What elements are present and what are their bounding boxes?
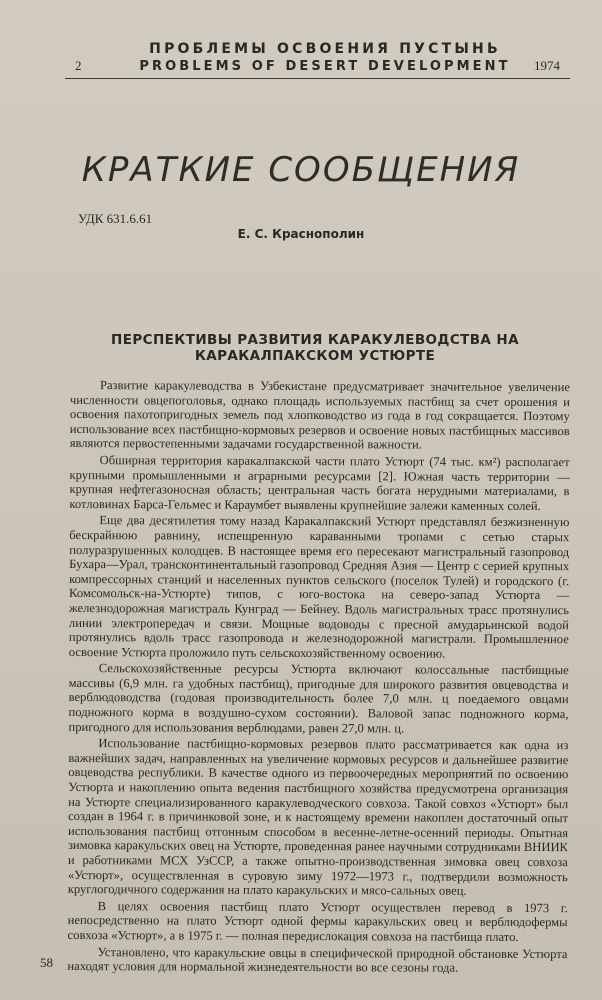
journal-title-ru: ПРОБЛЕМЫ ОСВОЕНИЯ ПУСТЫНЬ bbox=[149, 41, 501, 57]
paragraph: Установлено, что каракульские овцы в специфической природной обстановке Устюрта находят условия для нормальной жизнедеятельности во все сезоны года. bbox=[67, 944, 568, 975]
journal-header bbox=[55, 40, 570, 84]
udk-code: УДК 631.6.61 bbox=[78, 211, 153, 226]
paragraph: Использование пастбищно-кормовых резервов плато рассматривается как одна из важнейших задач, направленных на увеличение кормовых ресурсов и дальнейшее развитие овцеводства республики. В качестве одного из первоочередных мероприятий по освоению Устюрта и накоплению опыта ведения пастбищного хозяйства предусмотрена организация на Устюрте специализированного каракулеводческого совхоза. Такой совхоз «Устюрт» был создан в 1964 г. в причинковой зоне, и к настоящему времени накоплен достаточный опыт использования пастбищ отгонным способом в весенне-летне-осенний периоды. Опытная зимовка каракульских овец на Устюрте, проведенная ранее научными сотрудниками ВНИИК и работниками МСХ УзССР, а также опытно-производственная зимовка овец совхоза «Устюрт», осуществленная в суровую зиму 1972—1973 г., подтвердили возможность круглогодичного содержания на плато каракульских и мясо-сальных овец. bbox=[67, 736, 569, 898]
paragraph: Сельскохозяйственные ресурсы Устюрта включают колоссальные пастбищные массивы (6,9 млн. га удобных пастбищ), пригодные для широкого развития овцеводства и верблюдоводства (годовая производительность более 7,0 млн. ц поедаемого овцами подножного корма в воздушно-сухом состоянии). Валовой запас подножного корма, пригодного для использования верблюдами, равен 27,0 млн. ц. bbox=[68, 661, 569, 736]
author: Е. С. Краснополин bbox=[237, 227, 365, 241]
section-title: КРАТКИЕ СООБЩЕНИЯ bbox=[81, 150, 521, 190]
paragraph: Еще два десятилетия тому назад Каракалпакский Устюрт представлял безжизненную бескрайнюю равнину, испещренную караванными тропами с сетью старых полуразрушенных колодцев. В настоящее время его пересекают магистральный газопровод Бухара—Урал, трансконтинентальный газопровод Средняя Азия — Центр с серией крупных компрессорных станций и населенных пунктов сельского (поселок Тулей) и городского (г. Комсомольск-на-Устюрте) типов, с юго-востока на северо-запад Устюрта — железнодорожная магистраль Кунград — Бейнеу. Вдоль магистральных трасс протянулись линии электропередач и связи. Мощные водоводы с пресной амударьинской водой протянулись вдоль трасс газопровода и железнодорожной магистрали. Промышленное освоение Устюрта проложило путь сельскохозяйственному освоению. bbox=[68, 513, 570, 661]
paragraph: В целях освоения пастбищ плато Устюрт осуществлен перевод в 1973 г. непосредственно на плато Устюрт одной фермы каракульских овец и верблюдофермы совхоза «Устюрт», а в 1975 г. — полная передислокация совхоза на пастбища плато. bbox=[67, 898, 568, 944]
article-title: ПЕРСПЕКТИВЫ РАЗВИТИЯ КАРАКУЛЕВОДСТВА НА КАРАКАЛПАКСКОМ УСТЮРТЕ bbox=[111, 332, 519, 364]
article-body bbox=[67, 378, 570, 978]
footer-page-number: 58 bbox=[40, 955, 53, 970]
journal-title-en: PROBLEMS OF DESERT DEVELOPMENT bbox=[139, 59, 511, 74]
header-rule bbox=[65, 78, 570, 79]
header-page-number: 2 bbox=[75, 58, 82, 73]
paragraph: Обширная территория каракалпакской части плато Устюрт (74 тыс. км²) располагает крупными промышленными и аграрными ресурсами [2]. Южная часть территории — крупная нефтегазоносная область; центральная часть богата нерудными материалами, в котловинах Барса-Гельмес и Караумбет выявлены крупнейшие залежи каменных солей. bbox=[69, 453, 570, 513]
header-year: 1974 bbox=[534, 58, 560, 73]
paragraph: Развитие каракулеводства в Узбекистане предусматривает значительное увеличение численности овцепоголовья, однако площадь используемых пастбищ за счет орошения и освоения пахотопригодных земель под хлопководство из года в год сокращается. Поэтому использование всех пастбищно-кормовых резервов и освоение новых пастбищных массивов являются первостепенными задачами государственной важности. bbox=[69, 378, 570, 452]
